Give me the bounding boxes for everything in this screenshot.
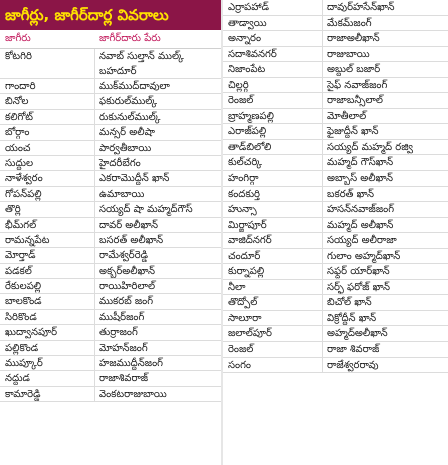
table-row [223,202,448,218]
table-row [223,0,448,16]
table-row [0,187,221,202]
holder-cell: దావర్ అలీఖాన్ [99,219,159,231]
village-cell: మోర్తాడ్ [0,248,95,262]
table-row [0,248,221,263]
holder-cell: ఫకురుల్‌ముల్క్ [99,96,158,108]
table-row [0,202,221,217]
table-header [0,30,221,49]
table-row [223,124,448,140]
village-cell: కలిగోట్ [0,110,95,124]
holder-cell: రాజేశ్వరరావు [327,359,379,371]
table-row [0,341,221,356]
holder-cell: హసన్‌నవాజ్‌జంగ్ [327,204,395,216]
table-row [223,358,448,374]
village-cell: అన్నారం [223,31,323,46]
table-row [0,218,221,233]
table-row [223,342,448,358]
table-row [0,233,221,248]
holder-cell: రాజాబన్సీలాల్ [327,95,383,107]
holder-cell: ఉమాబాయి [99,188,145,200]
table-row [0,171,221,186]
table-row [223,171,448,187]
village-cell: బోర్గాం [0,125,95,139]
table-row [223,93,448,109]
table-row [0,49,221,79]
holder-cell: పార్వతీబాయి [99,142,152,154]
holder-cell: బకరత్ ఖాన్ [327,188,375,200]
holder-cell: తుర్రాజంగ్ [99,327,138,339]
village-cell: వాజిద్‌నగర్ [223,233,323,248]
village-cell: భీమ్‌గల్ [0,218,95,232]
village-cell: జలాల్‌పూర్ [223,326,323,341]
table-row [223,249,448,265]
table-row [223,16,448,32]
table-row [0,79,221,94]
village-cell: హున్సా [223,202,323,217]
village-cell: తాడ్‌బిలోలి [223,140,323,155]
table-row [0,110,221,125]
table-row [223,295,448,311]
holder-cell: ముకరబ్ జంగ్ [99,296,154,308]
village-cell: యంచ [0,141,95,155]
holder-cell: రాజాఅలీఖాన్ [327,33,380,45]
village-cell: నిజాంపేట [223,62,323,77]
holder-cell: మహ్మద్ గౌస్‌ఖాన్ [327,157,394,169]
page-title: జాగీర్లు, జాగీర్‌దార్ల వివరాలు [0,0,221,30]
village-cell: సదాశివనగర్ [223,47,323,62]
village-cell: మిర్జాపూర్ [223,218,323,233]
holder-cell: గులాం అహ్మద్‌ఖాన్ [327,250,401,262]
right-table-body [223,0,448,373]
table-row [0,294,221,309]
village-cell: రామన్నపేట [0,233,95,247]
holder-cell: విక్రోద్దీన్ ఖాన్ [327,312,377,324]
holder-cell: హైదరీబేగం [99,157,141,169]
header-village: జాగీరు [5,33,31,44]
table-row [0,156,221,171]
table-row [0,279,221,294]
right-column [223,0,448,465]
holder-cell: ఫైజుద్దీన్ ఖాన్ [327,126,379,138]
village-cell: రేకులపల్లి [0,279,95,293]
holder-cell: రాజా శివరాజ్ [327,344,380,356]
table-row [223,109,448,125]
holder-cell: ముక్‌ముద్‌దావులా [99,81,170,92]
holder-cell: హజముద్దీన్‌జంగ్ [99,358,163,370]
holder-cell: బిచోల్ ఖాన్ [327,297,372,309]
holder-cell: రుకునుల్‌ముల్క్ [99,111,161,123]
holder-cell: అక్బర్‌అలీఖాన్ [99,265,156,277]
holder-cell: మన్సర్ అలీషా [99,127,155,139]
holder-cell: మేకమ్‌జంగ్ [327,17,372,29]
village-cell: కోటగిరి [0,49,95,78]
table-row [223,280,448,296]
village-cell: పడకల్ [0,264,95,278]
holder-cell: సైఫ్ నవాజ్‌జంగ్ [327,79,388,91]
header-holder: జాగీర్‌దారు పేరు [99,33,161,44]
table-row [223,31,448,47]
village-cell: ఎర్రాపహాడ్ [223,0,323,15]
village-cell: కుర్నాపల్లి [223,264,323,279]
village-cell: కుల్‌చర్కి [223,155,323,170]
village-cell: రెంజల్ [223,342,323,357]
village-cell: కామారెడ్డి [0,387,95,401]
holder-cell: సర్ఫ్ ఫరోజ్ ఖాన్ [327,281,391,293]
holder-cell: రాయిహిరిలాల్ [99,281,156,293]
village-cell: సిరికొండ [0,310,95,324]
table-row [223,140,448,156]
table-row [223,47,448,63]
table-row [223,264,448,280]
village-cell: తొద్పోల్ [223,295,323,310]
holder-cell: బసరత్ అలీఖాన్ [99,234,164,246]
table-row [223,62,448,78]
village-cell: గోపన్‌పల్లి [0,187,95,201]
holder-cell: వెంకటరాజుబాయి [99,388,167,400]
village-cell: ఎరాజ్‌పల్లి [223,124,323,139]
table-row [0,310,221,325]
holder-cell: రాజుబాయి [327,48,370,60]
village-cell: కందకుర్తి [223,187,323,202]
village-cell: పల్లికొండ [0,341,95,355]
holder-cell: అహ్మద్‌అలీఖాన్ [327,328,388,340]
holder-cell: సఫ్దర్ యార్‌ఖాన్ [327,266,390,278]
table-row [0,125,221,140]
holder-cell: రాజాశివరాజ్ [99,373,149,385]
village-cell: చిల్లర్గి [223,78,323,93]
village-cell: హంగిర్గా [223,171,323,186]
holder-cell: ముషీర్‌జంగ్ [99,311,145,323]
table-row [223,311,448,327]
table-row [0,356,221,371]
village-cell: తొర్లి [0,202,95,216]
table-row [0,264,221,279]
village-cell: బ్రాహ్మణపల్లి [223,109,323,124]
village-cell: ఖుద్వానపూర్ [0,325,95,339]
village-cell: బాలకొండ [0,294,95,308]
holder-cell: అబ్బాస్ అలీఖాన్ [327,173,394,185]
holder-cell: సయ్యద్ మహ్మద్ రజ్వి [327,141,413,153]
left-table-body [0,49,221,402]
holder-cell: సయ్యద్ అలీరాజా [327,235,397,247]
holder-cell: సయ్యద్ షా మహ్మద్‌గౌస్ [99,204,193,216]
holder-cell: రామేశ్వర్‌రెడ్డి [99,250,149,262]
holder-cell: మోతీలాల్ [327,110,367,122]
village-cell: బినోల [0,94,95,108]
table-row [223,155,448,171]
village-cell: సాలూరా [223,311,323,326]
holder-cell: మోహన్‌జంగ్ [99,342,148,354]
table-row [223,218,448,234]
holder-cell: అబ్దుల్ బజార్ [327,64,381,76]
village-cell: చందూర్ [223,249,323,264]
table-row [0,325,221,340]
village-cell: సంగం [223,358,323,373]
table-row [0,141,221,156]
village-cell: ముప్కూర్ [0,356,95,370]
village-cell: రెంజల్ [223,93,323,108]
holder-cell: దావుర్‌హసేన్‌ఖాన్ [327,2,395,13]
table-row [0,371,221,386]
left-column [0,0,221,465]
table-row [223,326,448,342]
holder-cell: నవాబ్ సుల్తాన్ ముల్క్ బహదూర్ [99,51,184,77]
village-cell: సుద్దుల [0,156,95,170]
table-row [223,233,448,249]
holder-cell: మహ్మద్ అలీఖాన్ [327,219,394,231]
village-cell: నద్దుడ [0,371,95,385]
table-row [0,94,221,109]
village-cell: తాడ్వాయి [223,16,323,31]
table-row [0,387,221,402]
village-cell: గాందారి [0,79,95,93]
holder-cell: ఎకరామొద్దీన్ ఖాన్ [99,173,170,185]
village-cell: నీలా [223,280,323,295]
table-row [223,187,448,203]
village-cell: నాళేశ్వరం [0,171,95,185]
table-row [223,78,448,94]
